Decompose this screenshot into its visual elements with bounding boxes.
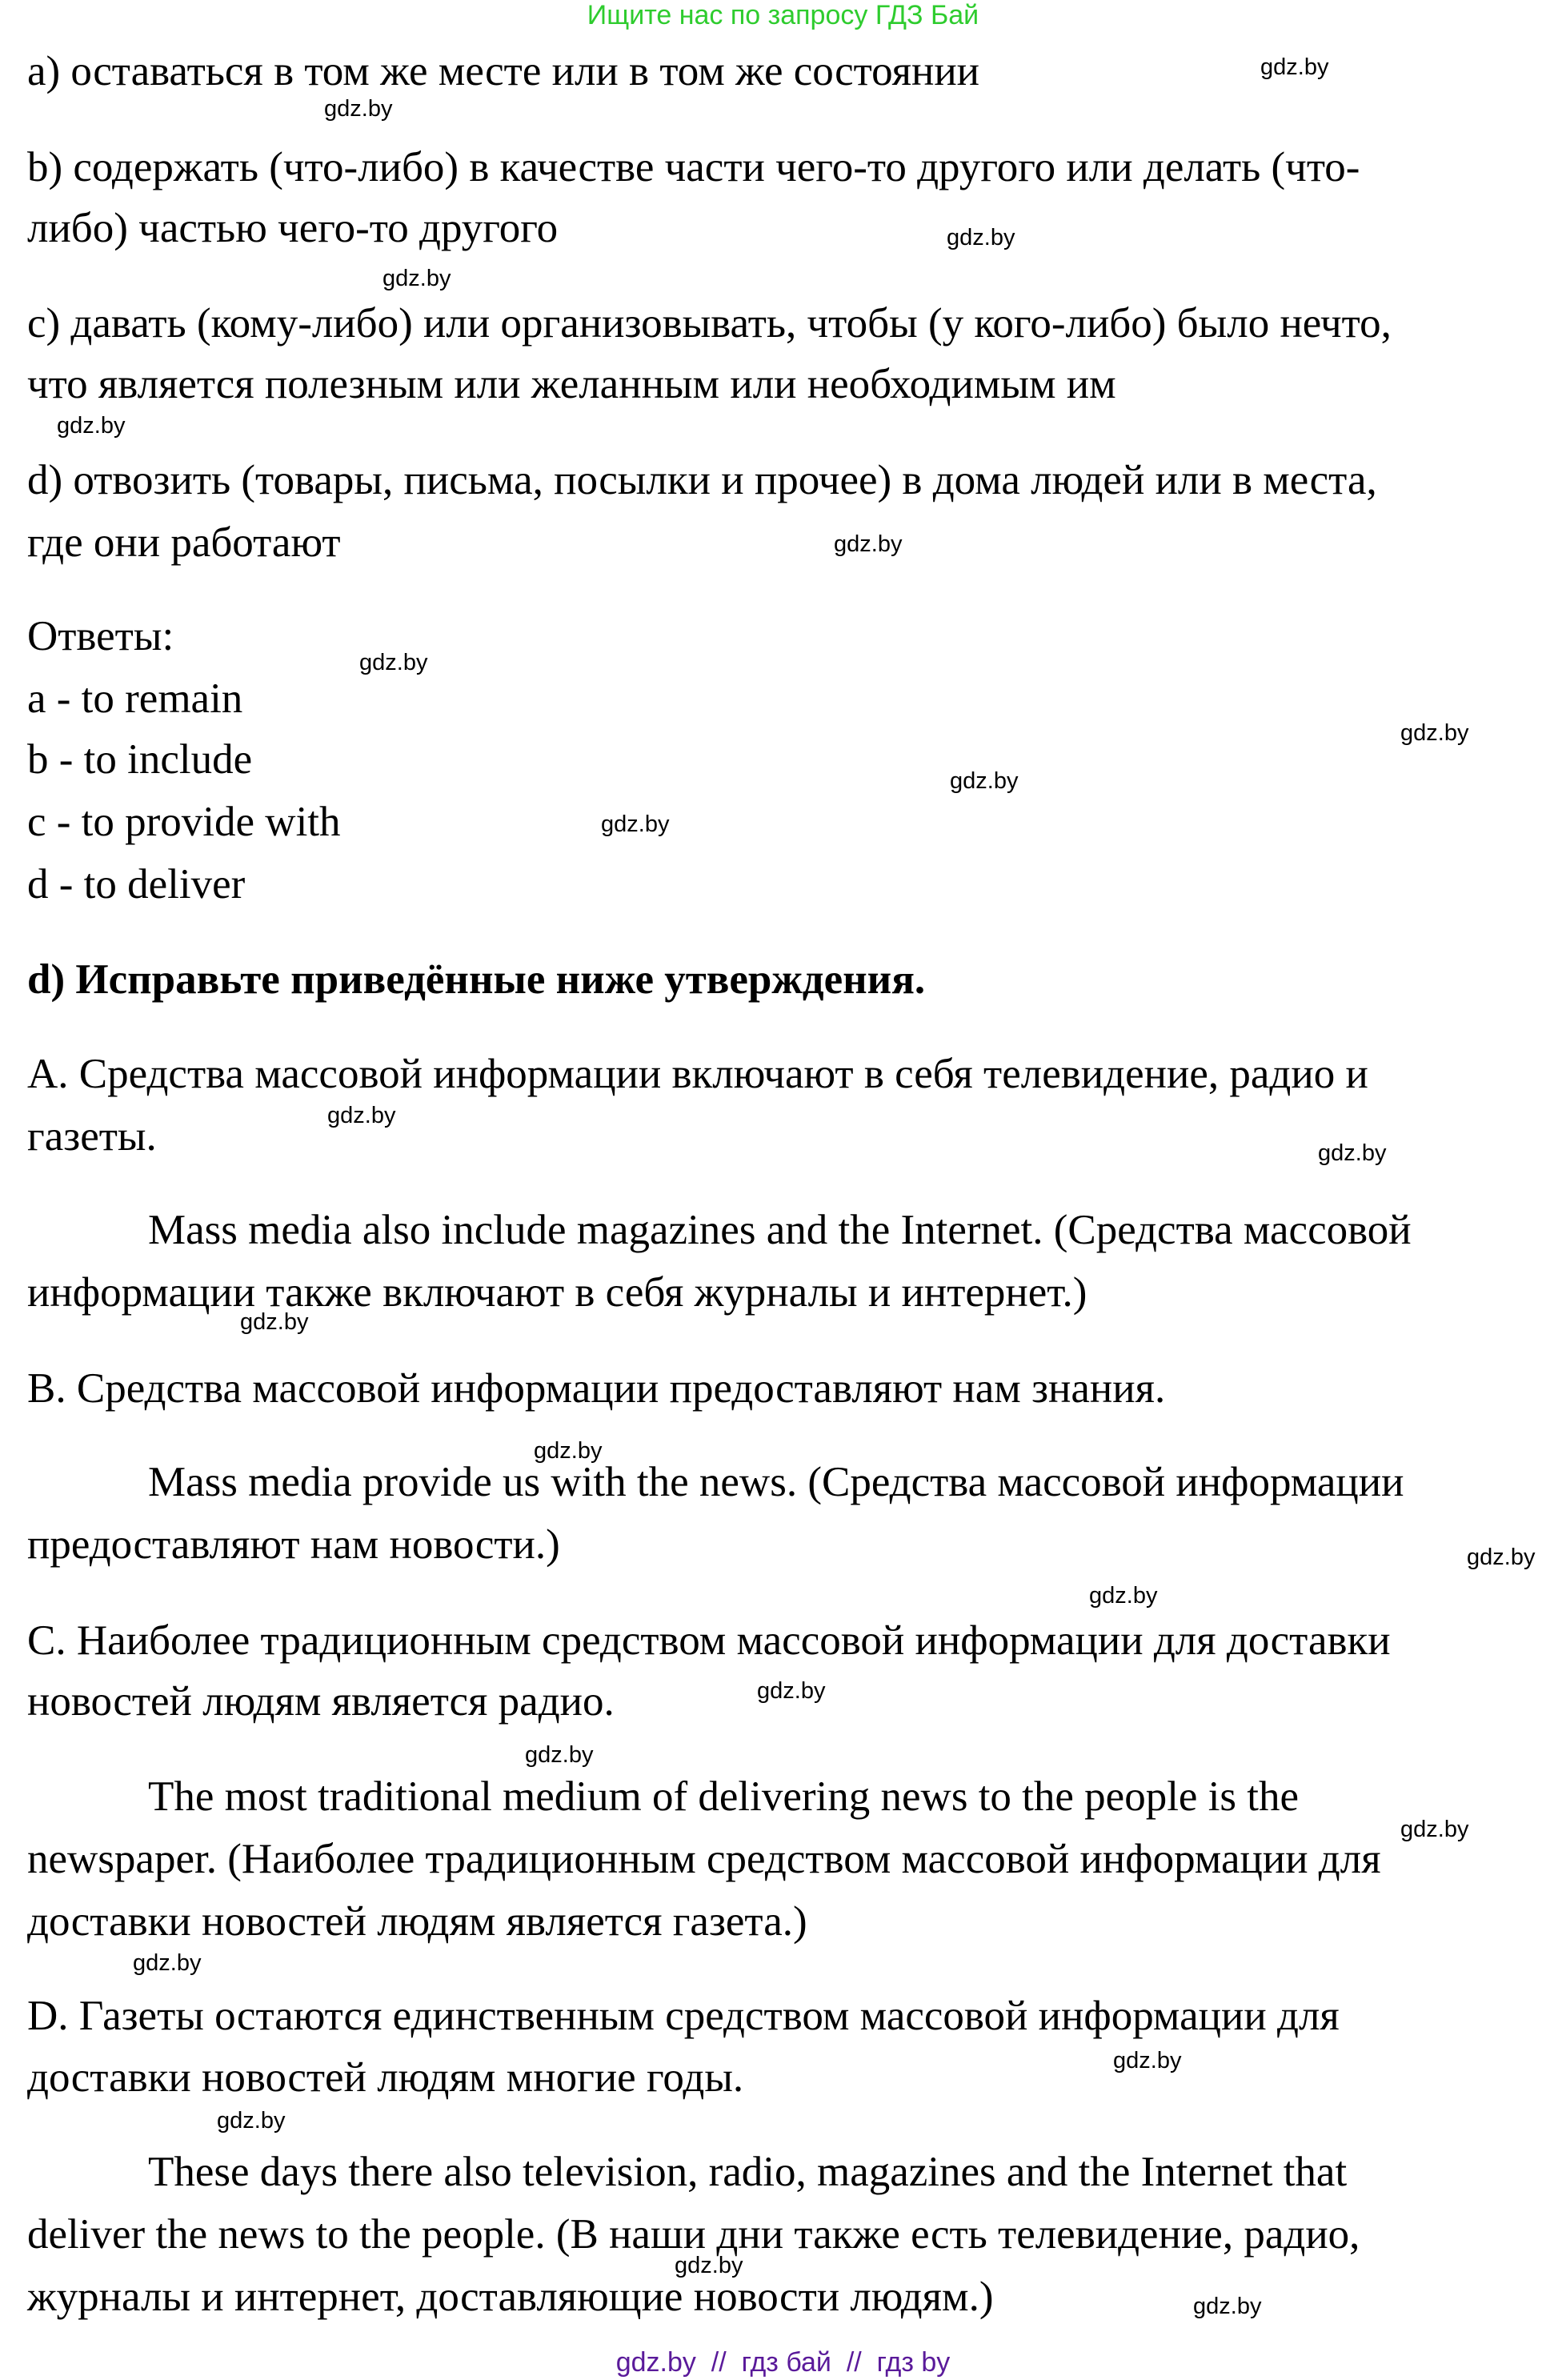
watermark: gdz.by xyxy=(1400,1817,1469,1842)
watermark: gdz.by xyxy=(57,413,126,439)
statement-c-line1: C. Наиболее традиционным средством массовой информации для доставки xyxy=(27,1617,1391,1664)
task-heading: d) Исправьте приведённые ниже утверждения. xyxy=(27,956,926,1003)
watermark: gdz.by xyxy=(947,225,1015,250)
watermark: gdz.by xyxy=(1089,1583,1158,1609)
watermark: gdz.by xyxy=(1467,1545,1536,1570)
footer-links: gdz.by // гдз бай // гдз by xyxy=(615,2347,951,2378)
correction-b-line2: предоставляют нам новости.) xyxy=(27,1521,560,1568)
definition-b-line1: b) содержать (что-либо) в качестве части чего-то другого или делать (что- xyxy=(27,144,1360,190)
watermark: gdz.by xyxy=(217,2108,286,2134)
watermark: gdz.by xyxy=(1318,1140,1387,1166)
correction-d-line2: deliver the news to the people. (В наши дни также есть телевидение, радио, xyxy=(27,2211,1360,2258)
watermark: gdz.by xyxy=(240,1309,309,1335)
answer-item: b - to include xyxy=(27,736,253,783)
watermark: gdz.by xyxy=(601,811,670,837)
answer-item: a - to remain xyxy=(27,675,243,722)
correction-a-line1: Mass media also include magazines and the Internet. (Средства массовой xyxy=(148,1207,1412,1253)
statement-a-line1: A. Средства массовой информации включают в себя телевидение, радио и xyxy=(27,1051,1368,1097)
definition-d-line1: d) отвозить (товары, письма, посылки и прочее) в дома людей или в места, xyxy=(27,457,1377,503)
correction-b-line1: Mass media provide us with the news. (Средства массовой информации xyxy=(148,1459,1404,1505)
answers-title: Ответы: xyxy=(27,613,174,659)
definition-c-line2: что является полезным или желанным или необходимым им xyxy=(27,361,1116,407)
answer-item: c - to provide with xyxy=(27,799,341,845)
correction-c-line2: newspaper. (Наиболее традиционным средством массовой информации для xyxy=(27,1836,1381,1882)
watermark: gdz.by xyxy=(534,1438,603,1464)
definition-c-line1: c) давать (кому-либо) или организовывать, чтобы (у кого-либо) было нечто, xyxy=(27,300,1392,347)
watermark: gdz.by xyxy=(359,650,428,675)
search-promo-banner: Ищите нас по запросу ГДЗ Бай xyxy=(587,0,979,30)
watermark: gdz.by xyxy=(757,1678,826,1704)
correction-d-line1: These days there also television, radio, magazines and the Internet that xyxy=(148,2149,1348,2195)
watermark: gdz.by xyxy=(675,2253,743,2278)
watermark: gdz.by xyxy=(1193,2294,1262,2319)
statement-a-line2: газеты. xyxy=(27,1113,157,1160)
watermark: gdz.by xyxy=(834,531,903,557)
definition-a: a) оставаться в том же месте или в том же состоянии xyxy=(27,48,980,94)
answer-item: d - to deliver xyxy=(27,861,246,908)
definition-b-line2: либо) частью чего-то другого xyxy=(27,205,559,251)
watermark: gdz.by xyxy=(327,1103,396,1128)
watermark: gdz.by xyxy=(324,96,393,122)
correction-c-line1: The most traditional medium of delivering news to the people is the xyxy=(148,1773,1300,1820)
watermark: gdz.by xyxy=(1400,720,1469,746)
watermark: gdz.by xyxy=(1113,2048,1182,2073)
statement-b-line1: B. Средства массовой информации предоставляют нам знания. xyxy=(27,1365,1166,1412)
definition-d-line2: где они работают xyxy=(27,519,341,566)
statement-d-line2: доставки новостей людям многие годы. xyxy=(27,2054,744,2101)
correction-a-line2: информации также включают в себя журналы и интернет.) xyxy=(27,1269,1087,1316)
watermark: gdz.by xyxy=(382,266,451,291)
statement-c-line2: новостей людям является радио. xyxy=(27,1678,615,1725)
correction-c-line3: доставки новостей людям является газета.) xyxy=(27,1898,807,1945)
correction-d-line3: журналы и интернет, доставляющие новости людям.) xyxy=(27,2274,994,2320)
watermark: gdz.by xyxy=(950,768,1019,794)
statement-d-line1: D. Газеты остаются единственным средством массовой информации для xyxy=(27,1993,1340,2039)
watermark: gdz.by xyxy=(133,1950,202,1976)
watermark: gdz.by xyxy=(525,1742,594,1768)
watermark: gdz.by xyxy=(1260,54,1329,80)
